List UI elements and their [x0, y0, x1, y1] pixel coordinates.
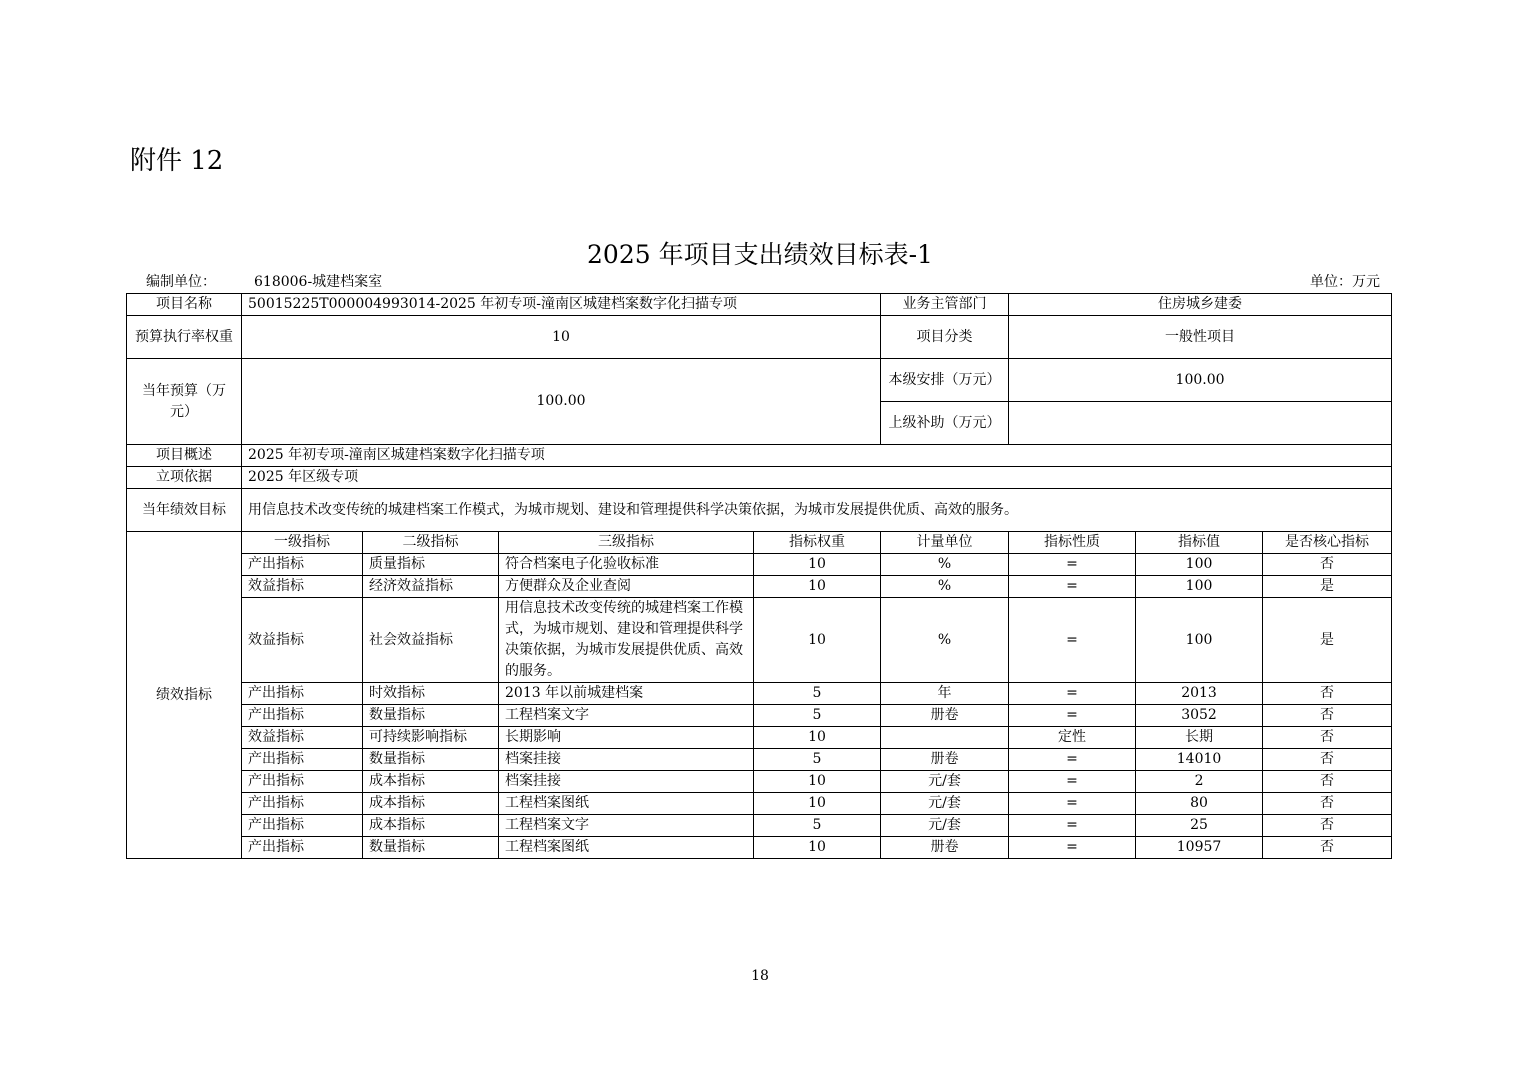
cell-level3: 方便群众及企业查阅: [499, 576, 754, 598]
cell-level3: 工程档案图纸: [499, 837, 754, 859]
cell-weight: 5: [754, 683, 881, 705]
cell-unit: %: [881, 598, 1009, 683]
cell-value: 14010: [1136, 749, 1263, 771]
currency-unit: 单位：万元: [1310, 274, 1380, 290]
cell-level2: 成本指标: [363, 815, 499, 837]
cell-core: 否: [1263, 683, 1392, 705]
local-value: 100.00: [1009, 359, 1392, 402]
cell-nature: =: [1009, 705, 1136, 727]
cell-unit: %: [881, 576, 1009, 598]
row-project-name: [127, 294, 1392, 316]
indicators-section-label: 绩效指标: [127, 532, 242, 859]
cell-level2: 数量指标: [363, 749, 499, 771]
cell-level3: 用信息技术改变传统的城建档案工作模式，为城市规划、建设和管理提供科学决策依据，为城市发展提供优质、高效的服务。: [499, 598, 754, 683]
indicator-header-row: [127, 532, 1392, 554]
table-row: [127, 576, 1392, 598]
cell-level2: 成本指标: [363, 771, 499, 793]
table-row: [127, 683, 1392, 705]
table-row: [127, 837, 1392, 859]
cell-level3: 档案挂接: [499, 771, 754, 793]
table-row: [127, 815, 1392, 837]
cell-value: 100: [1136, 598, 1263, 683]
cell-core: 否: [1263, 815, 1392, 837]
header-level2: 二级指标: [363, 532, 499, 554]
table-row: [127, 598, 1392, 683]
cell-level2: 质量指标: [363, 554, 499, 576]
cell-unit: 元/套: [881, 793, 1009, 815]
cell-nature: =: [1009, 683, 1136, 705]
page-number: 18: [751, 968, 769, 984]
cell-weight: 10: [754, 598, 881, 683]
cell-weight: 5: [754, 705, 881, 727]
rate-label: 预算执行率权重: [127, 316, 242, 359]
cell-weight: 10: [754, 793, 881, 815]
cell-level1: 产出指标: [242, 771, 363, 793]
local-label: 本级安排（万元）: [881, 359, 1009, 402]
cell-value: 10957: [1136, 837, 1263, 859]
cell-nature: 定性: [1009, 727, 1136, 749]
table-row: [127, 793, 1392, 815]
cell-nature: =: [1009, 576, 1136, 598]
cell-value: 3052: [1136, 705, 1263, 727]
performance-goal-table: [126, 293, 1392, 859]
project-name-value: 50015225T000004993014-2025 年初专项-潼南区城建档案数字化扫描专项: [242, 294, 881, 316]
cell-weight: 10: [754, 554, 881, 576]
dept-value: 住房城乡建委: [1009, 294, 1392, 316]
cell-value: 80: [1136, 793, 1263, 815]
row-overview: [127, 445, 1392, 467]
table-row: [127, 771, 1392, 793]
cell-core: 是: [1263, 576, 1392, 598]
table-row: [127, 705, 1392, 727]
header-unit: 计量单位: [881, 532, 1009, 554]
cell-level2: 可持续影响指标: [363, 727, 499, 749]
cell-core: 是: [1263, 598, 1392, 683]
subsidy-value: [1009, 402, 1392, 445]
cell-core: 否: [1263, 554, 1392, 576]
header-level3: 三级指标: [499, 532, 754, 554]
cell-level2: 数量指标: [363, 705, 499, 727]
budget-value: 100.00: [242, 359, 881, 445]
overview-value: 2025 年初专项-潼南区城建档案数字化扫描专项: [242, 445, 1392, 467]
cell-core: 否: [1263, 771, 1392, 793]
cell-unit: [881, 727, 1009, 749]
cell-core: 否: [1263, 705, 1392, 727]
goal-label: 当年绩效目标: [127, 489, 242, 532]
cell-level3: 工程档案文字: [499, 815, 754, 837]
cell-weight: 5: [754, 815, 881, 837]
cell-weight: 10: [754, 727, 881, 749]
project-name-label: 项目名称: [127, 294, 242, 316]
cell-nature: =: [1009, 815, 1136, 837]
cell-core: 否: [1263, 837, 1392, 859]
header-core: 是否核心指标: [1263, 532, 1392, 554]
cell-level2: 成本指标: [363, 793, 499, 815]
cell-level3: 长期影响: [499, 727, 754, 749]
cell-nature: =: [1009, 598, 1136, 683]
cell-unit: 册卷: [881, 749, 1009, 771]
budget-label: 当年预算（万元）: [127, 359, 242, 445]
basis-value: 2025 年区级专项: [242, 467, 1392, 489]
cell-value: 2: [1136, 771, 1263, 793]
cell-level1: 产出指标: [242, 837, 363, 859]
cell-weight: 5: [754, 749, 881, 771]
cell-core: 否: [1263, 749, 1392, 771]
category-label: 项目分类: [881, 316, 1009, 359]
row-execution-rate: [127, 316, 1392, 359]
cell-core: 否: [1263, 793, 1392, 815]
cell-nature: =: [1009, 749, 1136, 771]
header-weight: 指标权重: [754, 532, 881, 554]
table-row: [127, 727, 1392, 749]
goal-value: 用信息技术改变传统的城建档案工作模式，为城市规划、建设和管理提供科学决策依据，为城市发展提供优质、高效的服务。: [242, 489, 1392, 532]
cell-level1: 产出指标: [242, 793, 363, 815]
cell-level2: 社会效益指标: [363, 598, 499, 683]
page-title: 2025 年项目支出绩效目标表-1: [587, 240, 933, 269]
cell-unit: 元/套: [881, 815, 1009, 837]
cell-unit: 册卷: [881, 837, 1009, 859]
cell-level1: 产出指标: [242, 683, 363, 705]
cell-nature: =: [1009, 554, 1136, 576]
table-row: [127, 554, 1392, 576]
cell-unit: 元/套: [881, 771, 1009, 793]
cell-level1: 效益指标: [242, 727, 363, 749]
row-basis: [127, 467, 1392, 489]
cell-level1: 产出指标: [242, 705, 363, 727]
cell-weight: 10: [754, 576, 881, 598]
cell-level1: 效益指标: [242, 598, 363, 683]
header-level1: 一级指标: [242, 532, 363, 554]
cell-nature: =: [1009, 837, 1136, 859]
subsidy-label: 上级补助（万元）: [881, 402, 1009, 445]
cell-level1: 产出指标: [242, 554, 363, 576]
cell-value: 100: [1136, 554, 1263, 576]
cell-unit: 年: [881, 683, 1009, 705]
cell-level2: 数量指标: [363, 837, 499, 859]
compiling-unit-label: 编制单位：: [146, 274, 216, 290]
table-row: [127, 749, 1392, 771]
cell-level1: 产出指标: [242, 749, 363, 771]
cell-weight: 10: [754, 837, 881, 859]
cell-level3: 档案挂接: [499, 749, 754, 771]
header-value: 指标值: [1136, 532, 1263, 554]
cell-unit: %: [881, 554, 1009, 576]
cell-level2: 经济效益指标: [363, 576, 499, 598]
cell-level1: 产出指标: [242, 815, 363, 837]
attachment-label: 附件 12: [130, 146, 224, 176]
compiling-unit-value: 618006-城建档案室: [254, 274, 383, 290]
category-value: 一般性项目: [1009, 316, 1392, 359]
cell-value: 25: [1136, 815, 1263, 837]
cell-level2: 时效指标: [363, 683, 499, 705]
cell-level3: 2013 年以前城建档案: [499, 683, 754, 705]
cell-weight: 10: [754, 771, 881, 793]
row-budget-local: [127, 359, 1392, 402]
rate-value: 10: [242, 316, 881, 359]
cell-nature: =: [1009, 793, 1136, 815]
cell-unit: 册卷: [881, 705, 1009, 727]
overview-label: 项目概述: [127, 445, 242, 467]
cell-nature: =: [1009, 771, 1136, 793]
cell-level1: 效益指标: [242, 576, 363, 598]
cell-value: 2013: [1136, 683, 1263, 705]
header-nature: 指标性质: [1009, 532, 1136, 554]
dept-label: 业务主管部门: [881, 294, 1009, 316]
compiling-unit: [146, 273, 382, 291]
row-goal: [127, 489, 1392, 532]
cell-core: 否: [1263, 727, 1392, 749]
cell-level3: 符合档案电子化验收标准: [499, 554, 754, 576]
basis-label: 立项依据: [127, 467, 242, 489]
cell-value: 长期: [1136, 727, 1263, 749]
cell-level3: 工程档案文字: [499, 705, 754, 727]
cell-value: 100: [1136, 576, 1263, 598]
cell-level3: 工程档案图纸: [499, 793, 754, 815]
